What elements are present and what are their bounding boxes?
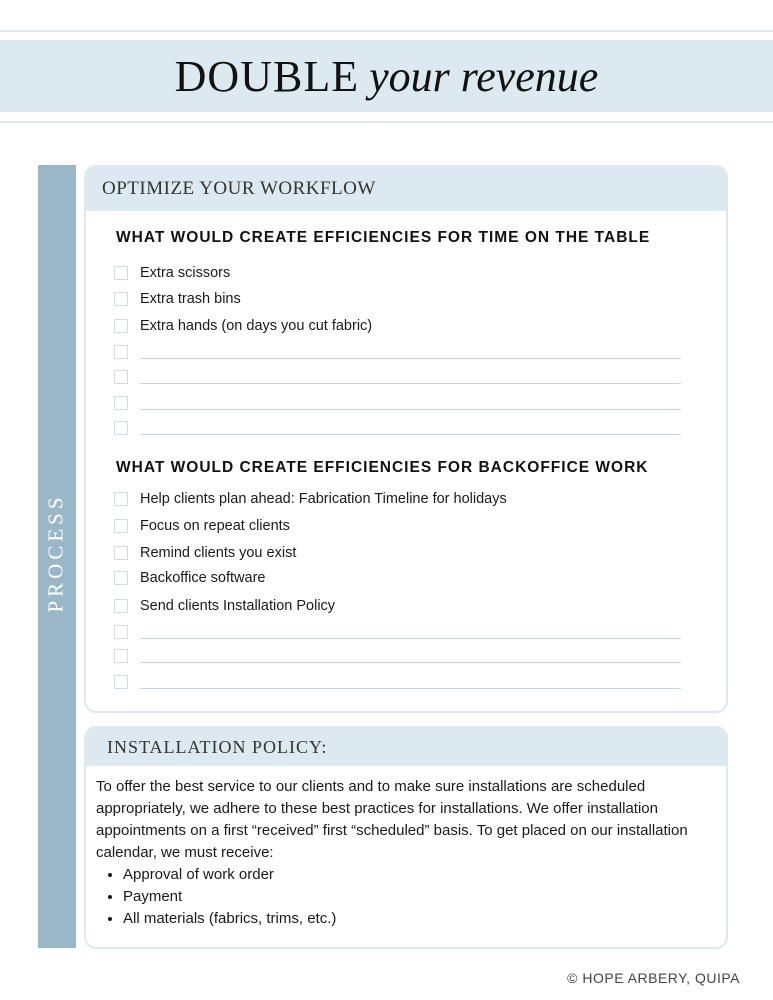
policy-body: To offer the best service to our clients and to make sure installations are scheduled appropriately, we adhere to these best practices for installations. We offer installation appointments on a first “received” first “scheduled” basis. To get placed on our installation calendar, we must receive: bbox=[96, 778, 688, 861]
copyright: © HOPE ARBERY, QUIPA bbox=[567, 970, 740, 986]
checklist-item[interactable] bbox=[114, 569, 265, 587]
title-script: your revenue bbox=[369, 51, 599, 101]
checklist-item[interactable] bbox=[114, 517, 290, 535]
workflow-card bbox=[84, 165, 728, 713]
write-in-line[interactable] bbox=[140, 662, 681, 663]
checkbox[interactable] bbox=[114, 625, 128, 639]
bottom-rule bbox=[0, 121, 773, 123]
top-rule bbox=[0, 30, 773, 32]
workflow-heading: OPTIMIZE YOUR WORKFLOW bbox=[86, 167, 726, 211]
title-band bbox=[0, 40, 773, 112]
checkbox[interactable] bbox=[114, 599, 128, 613]
blank-checklist-item[interactable] bbox=[114, 623, 681, 641]
blank-checklist-item[interactable] bbox=[114, 673, 681, 691]
blank-checklist-item[interactable] bbox=[114, 419, 681, 437]
table-section-title: WHAT WOULD CREATE EFFICIENCIES FOR TIME ON THE TABLE bbox=[116, 229, 651, 246]
checklist-item[interactable] bbox=[114, 544, 296, 562]
write-in-line[interactable] bbox=[140, 358, 681, 359]
process-label: PROCESS bbox=[43, 493, 68, 613]
checkbox[interactable] bbox=[114, 319, 128, 333]
item-label: Extra trash bins bbox=[140, 291, 241, 307]
checkbox[interactable] bbox=[114, 649, 128, 663]
checkbox[interactable] bbox=[114, 345, 128, 359]
write-in-line[interactable] bbox=[140, 383, 681, 384]
checklist-item[interactable] bbox=[114, 290, 241, 308]
blank-checklist-item[interactable] bbox=[114, 368, 681, 386]
page-title bbox=[175, 51, 599, 102]
checklist-item[interactable] bbox=[114, 317, 372, 335]
checkbox[interactable] bbox=[114, 370, 128, 384]
blank-checklist-item[interactable] bbox=[114, 343, 681, 361]
item-label: Extra hands (on days you cut fabric) bbox=[140, 318, 373, 334]
checkbox[interactable] bbox=[114, 546, 128, 560]
checkbox[interactable] bbox=[114, 492, 128, 506]
title-caps: DOUBLE bbox=[174, 51, 360, 101]
blank-checklist-item[interactable] bbox=[114, 647, 681, 665]
checklist-item[interactable] bbox=[114, 490, 507, 508]
checkbox[interactable] bbox=[114, 396, 128, 410]
write-in-line[interactable] bbox=[140, 688, 681, 689]
item-label: Focus on repeat clients bbox=[140, 518, 290, 534]
checkbox[interactable] bbox=[114, 675, 128, 689]
item-label: Send clients Installation Policy bbox=[140, 598, 336, 614]
blank-checklist-item[interactable] bbox=[114, 394, 681, 412]
installation-policy-card bbox=[84, 726, 728, 949]
checkbox[interactable] bbox=[114, 571, 128, 585]
write-in-line[interactable] bbox=[140, 409, 681, 410]
installation-heading: INSTALLATION POLICY: bbox=[86, 728, 726, 766]
policy-text bbox=[96, 776, 716, 930]
backoffice-section-title: WHAT WOULD CREATE EFFICIENCIES FOR BACKOFFICE WORK bbox=[116, 459, 649, 476]
write-in-line[interactable] bbox=[140, 434, 681, 435]
checkbox[interactable] bbox=[114, 519, 128, 533]
requirement-item: • Payment bbox=[123, 886, 716, 908]
checklist-item[interactable] bbox=[114, 597, 335, 615]
checkbox[interactable] bbox=[114, 292, 128, 306]
checkbox[interactable] bbox=[114, 266, 128, 280]
requirement-item: • All materials (fabrics, trims, etc.) bbox=[123, 908, 716, 930]
item-label: Extra scissors bbox=[140, 265, 231, 281]
item-label: Help clients plan ahead: Fabrication Timeline for holidays bbox=[140, 491, 507, 507]
checklist-item[interactable] bbox=[114, 264, 230, 282]
item-label: Backoffice software bbox=[140, 570, 266, 586]
item-label: Remind clients you exist bbox=[140, 545, 297, 561]
requirements-list bbox=[96, 864, 716, 930]
write-in-line[interactable] bbox=[140, 638, 681, 639]
requirement-item: • Approval of work order bbox=[123, 864, 716, 886]
checkbox[interactable] bbox=[114, 421, 128, 435]
